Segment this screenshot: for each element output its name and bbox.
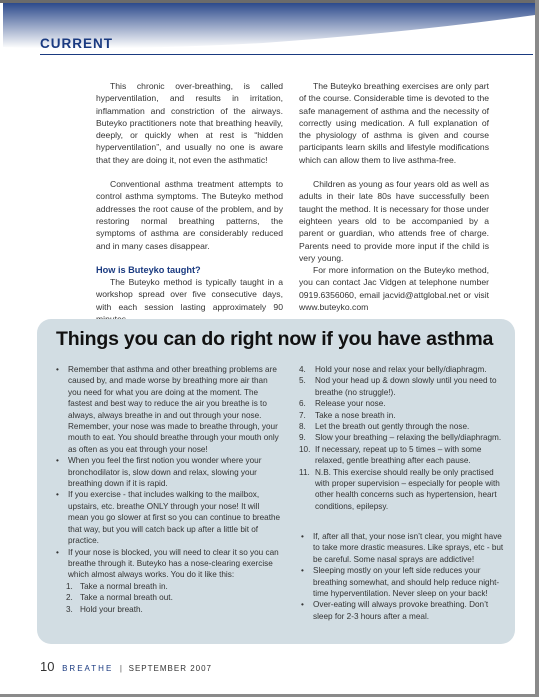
issue-date: SEPTEMBER 2007 xyxy=(128,664,212,673)
step-item xyxy=(299,432,506,443)
list-item: • Remember that asthma and other breathing problems are caused by, and made worse by breathing more air than you need for what you are doing at the moment. The fastest and best way to reduce the air you breathe is to always, always breathe in and out through your nose. Remember, your nose was made to breathe through, your mouth to eat. You should breathe through your mouth only as often as you eat through your nose! xyxy=(54,364,282,455)
step-text: Nod your head up & down slowly until you need to breathe (no struggle!). xyxy=(315,376,497,397)
paragraph: Conventional asthma treatment attempts to control asthma symptoms. The Buteyko method addresses the root cause of the problem, and by restoring normal breathing patterns, the symptoms of asthma are considerably reduced and in many cases disappear. xyxy=(96,179,283,251)
step-item xyxy=(54,581,282,592)
list-item: • Over-eating will always provoke breathing. Don’t sleep for 2-3 hours after a meal. xyxy=(299,599,506,622)
left-article-column xyxy=(96,80,283,325)
paragraph: This chronic over-breathing, is called hyperventilation, and results in irritation, inflammation and constriction of the airways. Buteyko practitioners note that breathing heavily, deeply, or quickly when at rest is “hidden hyperventilation”, and usually no one is aware that they are doing it, not even the asthmatic! xyxy=(96,81,283,165)
step-number: 5. xyxy=(299,376,306,386)
step-text: Let the breath out gently through the nose. xyxy=(315,422,470,432)
tips-right-bullets xyxy=(299,531,506,622)
tips-box-title: Things you can do right now if you have asthma xyxy=(56,328,494,350)
list-item: • If your nose is blocked, you will need to clear it so you can breathe through it. Buteyko has a nose-clearing exercise which almost always works. You do it like this: xyxy=(54,547,282,581)
step-text: N.B. This exercise should really be only practised with proper supervision – especially for people with other health concerns such as hypertension, heart conditions, epilepsy. xyxy=(315,467,500,511)
step-item xyxy=(54,604,282,615)
step-number: 4. xyxy=(299,365,306,374)
step-item xyxy=(299,375,506,398)
list-item: • When you feel the first notion you wonder where your bronchodilator is, slow down and relax, slowing your breathing down if it is rapid. xyxy=(54,455,282,489)
step-text: Take a normal breath in. xyxy=(80,581,168,591)
magazine-name: BREATHE xyxy=(62,664,114,673)
tips-right-steps xyxy=(299,364,506,512)
step-number: 7. xyxy=(299,410,306,420)
step-text: Hold your breath. xyxy=(80,604,143,614)
step-number: 2. xyxy=(66,593,73,603)
step-number: 10. xyxy=(299,444,311,454)
step-item xyxy=(299,421,506,432)
step-text: Hold your nose and relax your belly/diaphragm. xyxy=(315,365,487,374)
paragraph: The Buteyko method is typically taught in a workshop spread over five consecutive days, with each session lasting approximately 90 xyxy=(96,277,283,312)
step-item xyxy=(299,444,506,467)
page-footer xyxy=(40,659,212,674)
paragraph: The Buteyko breathing exercises are only part of the course. Considerable time is devoted to the safe management of asthma and the necessity of correctly using medication. A full explanation of the physiology of asthma is given and course participants learn skills and lifestyle modifications which can allow them to live asthma-free. xyxy=(299,81,489,165)
list-item: • If, after all that, your nose isn’t clear, you might have to take more drastic measures. Like sprays, etc - but be careful. Some nasal sprays are addictive! xyxy=(299,531,506,565)
step-number: 8. xyxy=(299,422,306,432)
list-item: • If you exercise - that includes walking to the mailbox, upstairs, etc. breathe ONLY through your nose! It will mean you go slower at first so you can continue to breathe that way, but you will catch back up after a little bit of practice. xyxy=(54,489,282,546)
section-divider xyxy=(40,54,533,55)
step-item xyxy=(299,398,506,409)
step-text: Release your nose. xyxy=(315,399,386,409)
step-text: Take a nose breath in. xyxy=(315,410,396,420)
step-number: 6. xyxy=(299,399,306,409)
step-number: 11. xyxy=(299,467,310,477)
step-item xyxy=(54,592,282,603)
subheading: How is Buteyko taught? xyxy=(96,264,201,275)
footer-separator: | xyxy=(119,664,122,673)
step-text: Take a normal breath out. xyxy=(80,593,173,603)
step-item xyxy=(299,410,506,421)
step-number: 1. xyxy=(66,581,73,591)
step-item xyxy=(299,467,506,513)
section-label: CURRENT xyxy=(40,36,113,51)
list-item: • Sleeping mostly on your left side reduces your breathing somewhat, and should help reduce night-time hyperventilation. Never sleep on your back! xyxy=(299,565,506,599)
step-number: 3. xyxy=(66,604,73,614)
right-article-column xyxy=(299,80,489,313)
step-text: Slow your breathing – relaxing the belly/diaphragm. xyxy=(315,433,502,443)
paragraph: Children as young as four years old as well as adults in their late 80s have successfully been taught the method. It is necessary for those under eighteen years old to be accompanied by a parent or guardian, who attends free of charge. Parents need to provide more input if the child is very young. xyxy=(299,179,489,263)
tips-left-column xyxy=(54,364,282,615)
step-item xyxy=(299,364,506,375)
paragraph: For more information on the Buteyko method, you can contact Jac Vidgen at telephone number 0919.6356060, email jacvid@attglobal.net or visit www.buteyko.com xyxy=(299,265,489,313)
step-text: If necessary, repeat up to 5 times – with some relaxed, gentle breathing after each pause. xyxy=(315,444,482,466)
page-number: 10 xyxy=(40,659,55,674)
step-number: 9. xyxy=(299,433,306,443)
page-right-edge xyxy=(535,0,539,697)
